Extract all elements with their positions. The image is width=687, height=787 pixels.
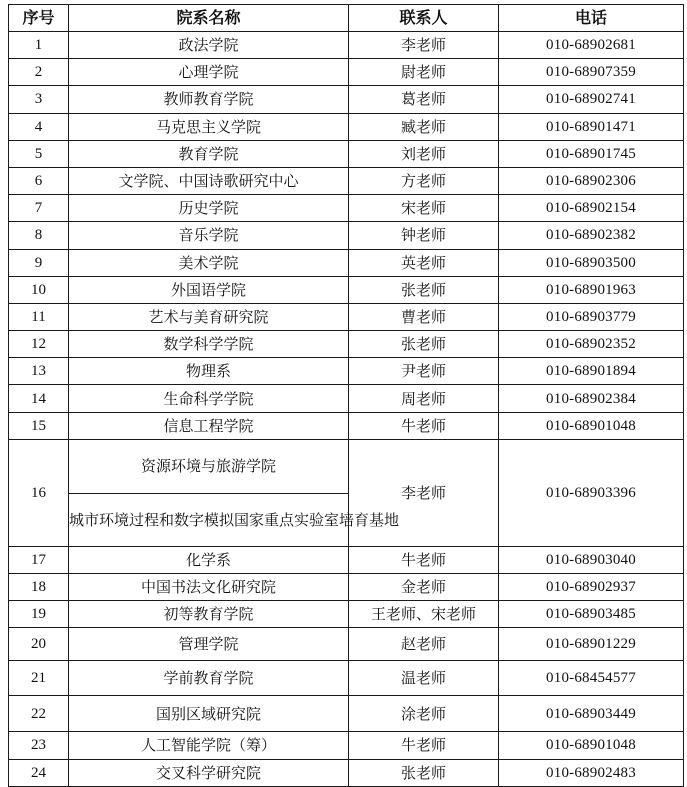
cell-contact: 涂老师 <box>349 696 499 732</box>
cell-no: 19 <box>9 601 69 628</box>
cell-phone: 010-68902483 <box>499 759 684 786</box>
cell-name: 音乐学院 <box>69 222 349 249</box>
cell-contact: 宋老师 <box>349 195 499 222</box>
cell-no: 14 <box>9 385 69 412</box>
cell-name: 美术学院 <box>69 249 349 276</box>
cell-name: 资源环境与旅游学院 <box>69 439 349 493</box>
cell-no: 18 <box>9 574 69 601</box>
cell-no: 15 <box>9 412 69 439</box>
cell-name: 数学科学学院 <box>69 331 349 358</box>
table-row <box>9 140 684 167</box>
cell-no: 11 <box>9 303 69 330</box>
cell-name: 化学系 <box>69 546 349 573</box>
table-row <box>9 661 684 696</box>
table-row <box>9 195 684 222</box>
cell-name: 城市环境过程和数字模拟国家重点实验室培育基地 <box>69 493 349 546</box>
cell-name: 交叉科学研究院 <box>69 759 349 786</box>
cell-name: 外国语学院 <box>69 276 349 303</box>
cell-contact: 赵老师 <box>349 628 499 661</box>
cell-phone: 010-68903396 <box>499 439 684 546</box>
cell-name: 教师教育学院 <box>69 86 349 113</box>
table-row <box>9 331 684 358</box>
table-row <box>9 601 684 628</box>
table-row <box>9 574 684 601</box>
table-row <box>9 759 684 786</box>
cell-phone: 010-68903500 <box>499 249 684 276</box>
cell-name: 物理系 <box>69 358 349 385</box>
cell-no: 17 <box>9 546 69 573</box>
cell-phone: 010-68902382 <box>499 222 684 249</box>
table-row <box>9 412 684 439</box>
cell-name: 初等教育学院 <box>69 601 349 628</box>
header-name: 院系名称 <box>69 5 349 32</box>
cell-name: 中国书法文化研究院 <box>69 574 349 601</box>
cell-name: 人工智能学院（筹） <box>69 732 349 759</box>
cell-phone: 010-68902352 <box>499 331 684 358</box>
cell-phone: 010-68902681 <box>499 32 684 59</box>
cell-phone: 010-68902741 <box>499 86 684 113</box>
cell-phone: 010-68907359 <box>499 59 684 86</box>
table-row <box>9 696 684 732</box>
table-row <box>9 32 684 59</box>
table-row <box>9 276 684 303</box>
cell-no: 4 <box>9 113 69 140</box>
cell-name: 心理学院 <box>69 59 349 86</box>
cell-no: 5 <box>9 140 69 167</box>
table-row <box>9 303 684 330</box>
table-row <box>9 249 684 276</box>
cell-phone: 010-68902937 <box>499 574 684 601</box>
cell-name: 学前教育学院 <box>69 661 349 696</box>
cell-name: 政法学院 <box>69 32 349 59</box>
cell-phone: 010-68903040 <box>499 546 684 573</box>
cell-contact: 温老师 <box>349 661 499 696</box>
cell-contact: 葛老师 <box>349 86 499 113</box>
table-row <box>9 358 684 385</box>
cell-phone: 010-68454577 <box>499 661 684 696</box>
cell-phone: 010-68903779 <box>499 303 684 330</box>
cell-no: 13 <box>9 358 69 385</box>
cell-no: 21 <box>9 661 69 696</box>
cell-no: 7 <box>9 195 69 222</box>
cell-phone: 010-68901048 <box>499 732 684 759</box>
cell-no: 23 <box>9 732 69 759</box>
cell-contact: 牛老师 <box>349 732 499 759</box>
table-header-row <box>9 5 684 32</box>
cell-contact: 钟老师 <box>349 222 499 249</box>
cell-no: 12 <box>9 331 69 358</box>
cell-no: 3 <box>9 86 69 113</box>
cell-contact: 王老师、宋老师 <box>349 601 499 628</box>
cell-phone: 010-68901894 <box>499 358 684 385</box>
cell-contact: 张老师 <box>349 276 499 303</box>
cell-phone: 010-68901229 <box>499 628 684 661</box>
cell-contact: 金老师 <box>349 574 499 601</box>
cell-contact: 周老师 <box>349 385 499 412</box>
cell-phone: 010-68902154 <box>499 195 684 222</box>
cell-no: 8 <box>9 222 69 249</box>
cell-phone: 010-68901471 <box>499 113 684 140</box>
cell-contact: 方老师 <box>349 167 499 194</box>
table-row <box>9 628 684 661</box>
cell-contact: 尉老师 <box>349 59 499 86</box>
table-row <box>9 113 684 140</box>
cell-phone: 010-68902384 <box>499 385 684 412</box>
cell-name: 生命科学学院 <box>69 385 349 412</box>
cell-phone: 010-68902306 <box>499 167 684 194</box>
cell-no: 10 <box>9 276 69 303</box>
cell-contact: 李老师 <box>349 439 499 546</box>
cell-contact: 英老师 <box>349 249 499 276</box>
cell-phone: 010-68901048 <box>499 412 684 439</box>
cell-name: 国别区域研究院 <box>69 696 349 732</box>
cell-no: 1 <box>9 32 69 59</box>
cell-no: 22 <box>9 696 69 732</box>
header-no: 序号 <box>9 5 69 32</box>
header-contact: 联系人 <box>349 5 499 32</box>
cell-contact: 臧老师 <box>349 113 499 140</box>
cell-no: 24 <box>9 759 69 786</box>
cell-no: 6 <box>9 167 69 194</box>
table-row <box>9 86 684 113</box>
table-row <box>9 222 684 249</box>
table-row <box>9 59 684 86</box>
cell-phone: 010-68903485 <box>499 601 684 628</box>
header-phone: 电话 <box>499 5 684 32</box>
cell-name: 文学院、中国诗歌研究中心 <box>69 167 349 194</box>
table-row <box>9 385 684 412</box>
cell-no: 2 <box>9 59 69 86</box>
cell-phone: 010-68901963 <box>499 276 684 303</box>
cell-name: 马克思主义学院 <box>69 113 349 140</box>
cell-contact: 牛老师 <box>349 546 499 573</box>
cell-no: 16 <box>9 439 69 546</box>
cell-name: 信息工程学院 <box>69 412 349 439</box>
cell-contact: 曹老师 <box>349 303 499 330</box>
cell-contact: 刘老师 <box>349 140 499 167</box>
table-body <box>9 32 684 787</box>
table-row <box>9 167 684 194</box>
cell-phone: 010-68903449 <box>499 696 684 732</box>
table-row <box>9 732 684 759</box>
cell-phone: 010-68901745 <box>499 140 684 167</box>
table-row <box>9 439 684 493</box>
cell-contact: 尹老师 <box>349 358 499 385</box>
cell-contact: 李老师 <box>349 32 499 59</box>
cell-name: 管理学院 <box>69 628 349 661</box>
cell-no: 9 <box>9 249 69 276</box>
cell-name: 艺术与美育研究院 <box>69 303 349 330</box>
cell-name: 教育学院 <box>69 140 349 167</box>
table-row <box>9 546 684 573</box>
cell-no: 20 <box>9 628 69 661</box>
cell-contact: 张老师 <box>349 759 499 786</box>
cell-contact: 牛老师 <box>349 412 499 439</box>
cell-name: 历史学院 <box>69 195 349 222</box>
cell-contact: 张老师 <box>349 331 499 358</box>
contact-table <box>8 4 684 787</box>
